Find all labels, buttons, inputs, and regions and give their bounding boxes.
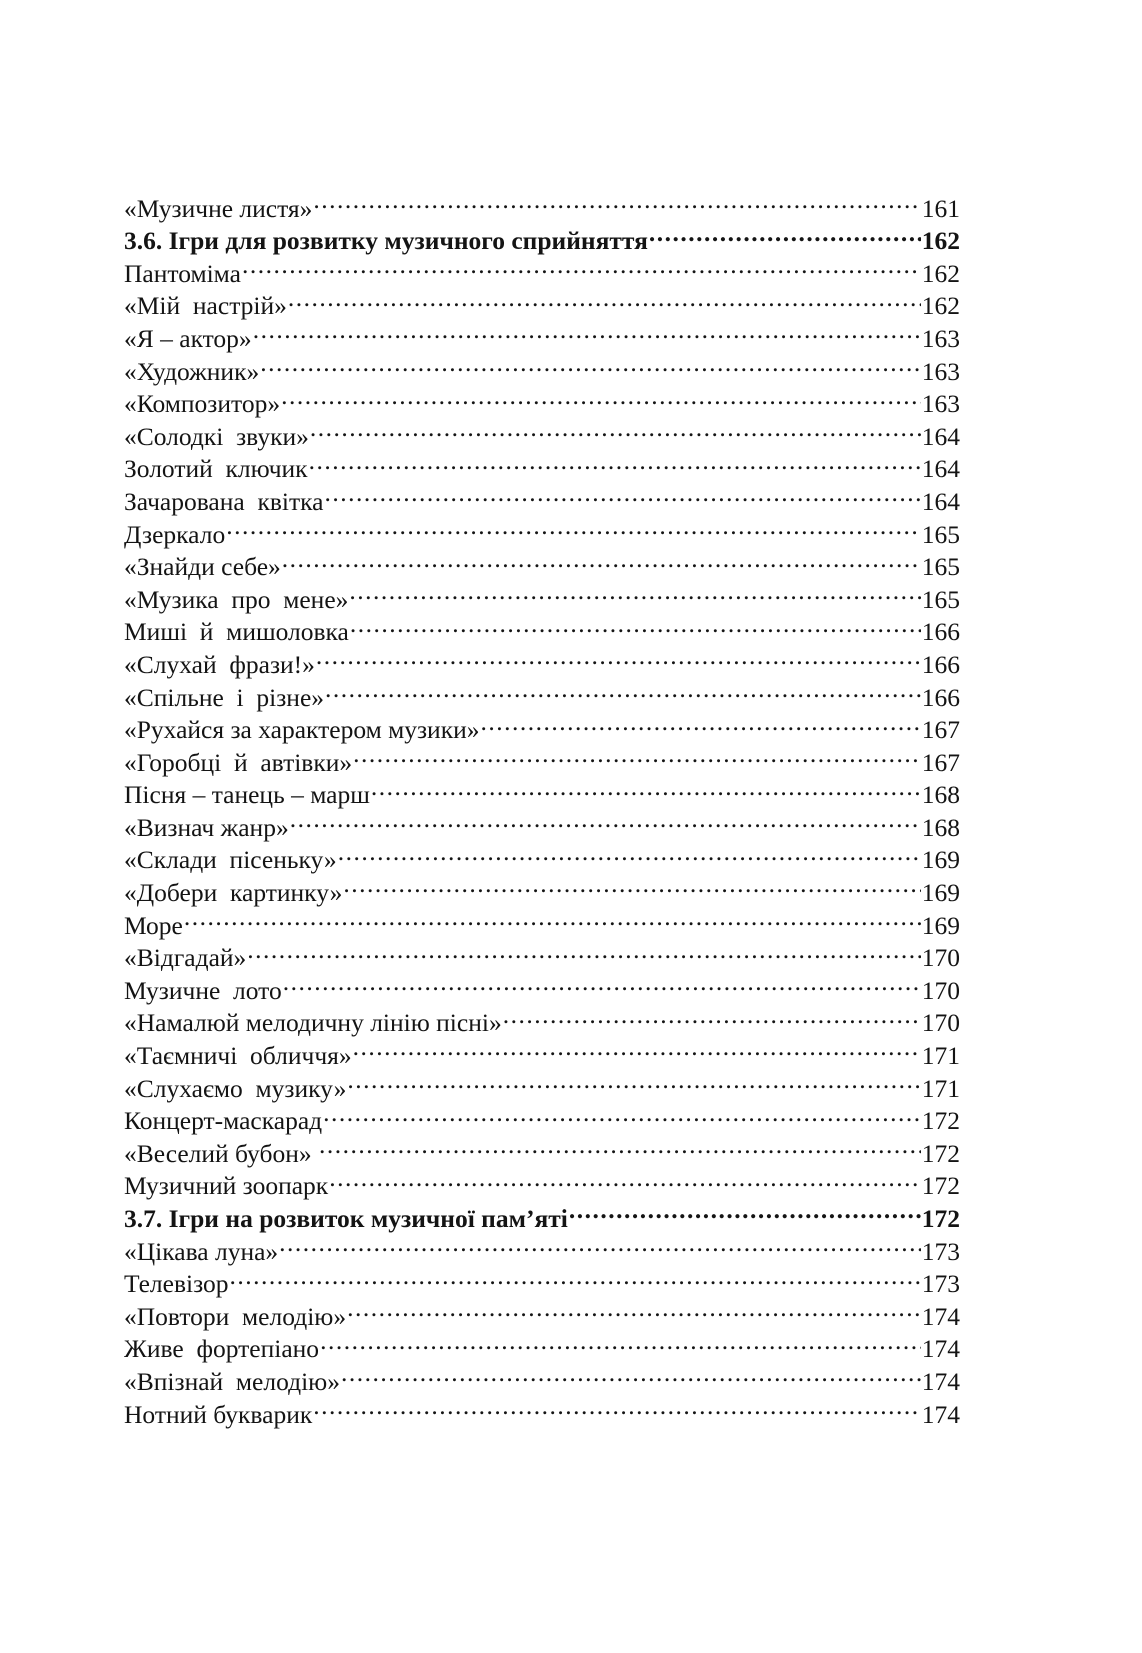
dot-leader (343, 868, 920, 901)
toc-entry-page: 169 (921, 910, 960, 940)
dot-leader (569, 1194, 921, 1227)
dot-leader (230, 1260, 921, 1293)
dot-leader (290, 803, 921, 836)
toc-entry-label: «Добери картинку» (124, 878, 343, 908)
toc-entry (124, 543, 960, 582)
toc-entry-page: 172 (921, 1106, 960, 1136)
toc-entry-label: «Впізнай мелодію» (124, 1366, 340, 1396)
toc-entry-label: «Повтори мелодію» (124, 1301, 347, 1331)
toc-entry (124, 966, 960, 1005)
toc-entry-page: 164 (921, 486, 960, 516)
toc-entry-page: 173 (921, 1236, 960, 1266)
toc-entry-label: «Цікава луна» (124, 1236, 279, 1266)
dot-leader (242, 249, 921, 282)
dot-leader (226, 510, 921, 543)
dot-leader (310, 412, 921, 445)
toc-entry-label: Телевізор (124, 1269, 229, 1299)
toc-entry-label: 3.6. Ігри для розвитку музичного сприйняття (124, 226, 648, 256)
dot-leader (347, 1064, 920, 1097)
dot-leader (283, 966, 921, 999)
toc-entry-page: 166 (921, 617, 960, 647)
toc-entry-label: «Таємничі обличчя» (124, 1041, 352, 1071)
dot-leader (320, 1325, 921, 1358)
dot-leader (325, 673, 921, 706)
dot-leader (281, 380, 921, 413)
toc-entry-page: 165 (921, 519, 960, 549)
toc-entry-page: 162 (921, 226, 960, 256)
toc-entry-page: 170 (921, 1008, 960, 1038)
toc-entry-label: «Композитор» (124, 389, 281, 419)
toc-entry-page: 172 (921, 1204, 960, 1233)
toc-entry (124, 282, 960, 321)
dot-leader (341, 1357, 921, 1390)
toc-entry-page: 167 (921, 747, 960, 777)
toc-entry-label: Музичний зоопарк (124, 1171, 329, 1201)
dot-leader (649, 217, 921, 250)
toc-entry-page: 174 (921, 1366, 960, 1396)
toc-entry-page: 172 (921, 1171, 960, 1201)
toc-entry-label: «Знайди себе» (124, 552, 281, 582)
toc-entry-page: 174 (921, 1301, 960, 1331)
toc-entry-page: 171 (921, 1073, 960, 1103)
dot-leader (288, 282, 921, 315)
toc-entry (124, 1260, 960, 1299)
toc-entry-page: 165 (921, 552, 960, 582)
toc-entry-label: «Визнач жанр» (124, 812, 289, 842)
dot-leader (353, 738, 921, 771)
toc-entry-page: 174 (921, 1334, 960, 1364)
dot-leader (282, 543, 921, 576)
toc-entry-page: 162 (921, 291, 960, 321)
toc-entry-page: 166 (921, 682, 960, 712)
dot-leader (324, 477, 920, 510)
toc-entry-page: 173 (921, 1269, 960, 1299)
dot-leader (347, 1292, 921, 1325)
dot-leader (253, 314, 921, 347)
toc-entry (124, 184, 960, 223)
dot-leader (319, 1129, 921, 1162)
toc-entry (124, 249, 960, 288)
toc-entry-label: «Слухай фрази!» (124, 649, 315, 679)
dot-leader (316, 640, 921, 673)
dot-leader (313, 1390, 921, 1423)
toc-entry-label: «Склади пісеньку» (124, 845, 337, 875)
toc-entry-label: «Слухаємо музику» (124, 1073, 347, 1103)
toc-entry-label: 3.7. Ігри на розвиток музичної пам’яті (124, 1204, 568, 1233)
toc-entry-label: «Спільне і різне» (124, 682, 325, 712)
dot-leader (184, 901, 921, 934)
toc-entry-label: Нотний букварик (124, 1399, 313, 1429)
toc-entry-label: «Музика про мене» (124, 584, 349, 614)
toc-entry-label: «Художник» (124, 356, 260, 386)
toc-entry-page: 164 (921, 454, 960, 484)
toc-entry-label: «Мій настрій» (124, 291, 287, 321)
toc-entry (124, 510, 960, 549)
toc-entry-page: 169 (921, 878, 960, 908)
toc-entry-label: «Музичне листя» (124, 193, 313, 223)
dot-leader (323, 1097, 921, 1130)
dot-leader (338, 836, 921, 869)
dot-leader (371, 771, 921, 804)
dot-leader (349, 575, 920, 608)
toc-entry-page: 163 (921, 389, 960, 419)
toc-entry-label: Музичне лото (124, 975, 282, 1005)
toc-entry-label: «Відгадай» (124, 943, 247, 973)
toc-entry-label: Море (124, 910, 183, 940)
toc-entry-page: 170 (921, 975, 960, 1005)
dot-leader (279, 1227, 921, 1260)
dot-leader (329, 1162, 921, 1195)
dot-leader (353, 1031, 921, 1064)
dot-leader (480, 706, 920, 739)
toc-entry-label: Живе фортепіано (124, 1334, 320, 1364)
toc-entry-label: Пантоміма (124, 258, 241, 288)
toc-entry-page: 172 (921, 1138, 960, 1168)
dot-leader (503, 999, 921, 1032)
toc-entry-page: 166 (921, 649, 960, 679)
dot-leader (350, 608, 921, 641)
toc-entry-label: «Я – актор» (124, 323, 252, 353)
toc-entry-label: «Горобці й автівки» (124, 747, 353, 777)
toc-entry-page: 174 (921, 1399, 960, 1429)
toc-entry (124, 1292, 960, 1331)
dot-leader (309, 445, 921, 478)
toc-entry-label: «Рухайся за характером музики» (124, 715, 480, 745)
toc-entry-label: «Веселий бубон» (124, 1138, 318, 1168)
toc-entry-label: Золотий ключик (124, 454, 308, 484)
toc-entry (124, 901, 960, 940)
toc-entry-page: 168 (921, 812, 960, 842)
toc-entry-label: «Намалюй мелодичну лінію пісні» (124, 1008, 502, 1038)
toc-entry-page: 169 (921, 845, 960, 875)
toc-entry-page: 163 (921, 323, 960, 353)
dot-leader (247, 934, 920, 967)
toc-entry-page: 164 (921, 421, 960, 451)
dot-leader (260, 347, 921, 380)
toc-entry-page: 167 (921, 715, 960, 745)
toc-entry-label: Пісня – танець – марш (124, 780, 370, 810)
toc-entry-page: 170 (921, 943, 960, 973)
toc-entry (124, 934, 960, 973)
toc-entry-label: Зачарована квітка (124, 486, 324, 516)
toc-entry-page: 162 (921, 258, 960, 288)
toc-entry-label: Дзеркало (124, 519, 226, 549)
toc-entry-page: 165 (921, 584, 960, 614)
toc-entry-label: Концерт-маскарад (124, 1106, 323, 1136)
toc-entry-page: 161 (921, 193, 960, 223)
table-of-contents (124, 184, 960, 1429)
toc-entry-page: 171 (921, 1041, 960, 1071)
dot-leader (313, 184, 920, 217)
toc-entry-page: 163 (921, 356, 960, 386)
toc-entry-label: Миші й мишоловка (124, 617, 349, 647)
toc-entry-label: «Солодкі звуки» (124, 421, 309, 451)
toc-entry-page: 168 (921, 780, 960, 810)
